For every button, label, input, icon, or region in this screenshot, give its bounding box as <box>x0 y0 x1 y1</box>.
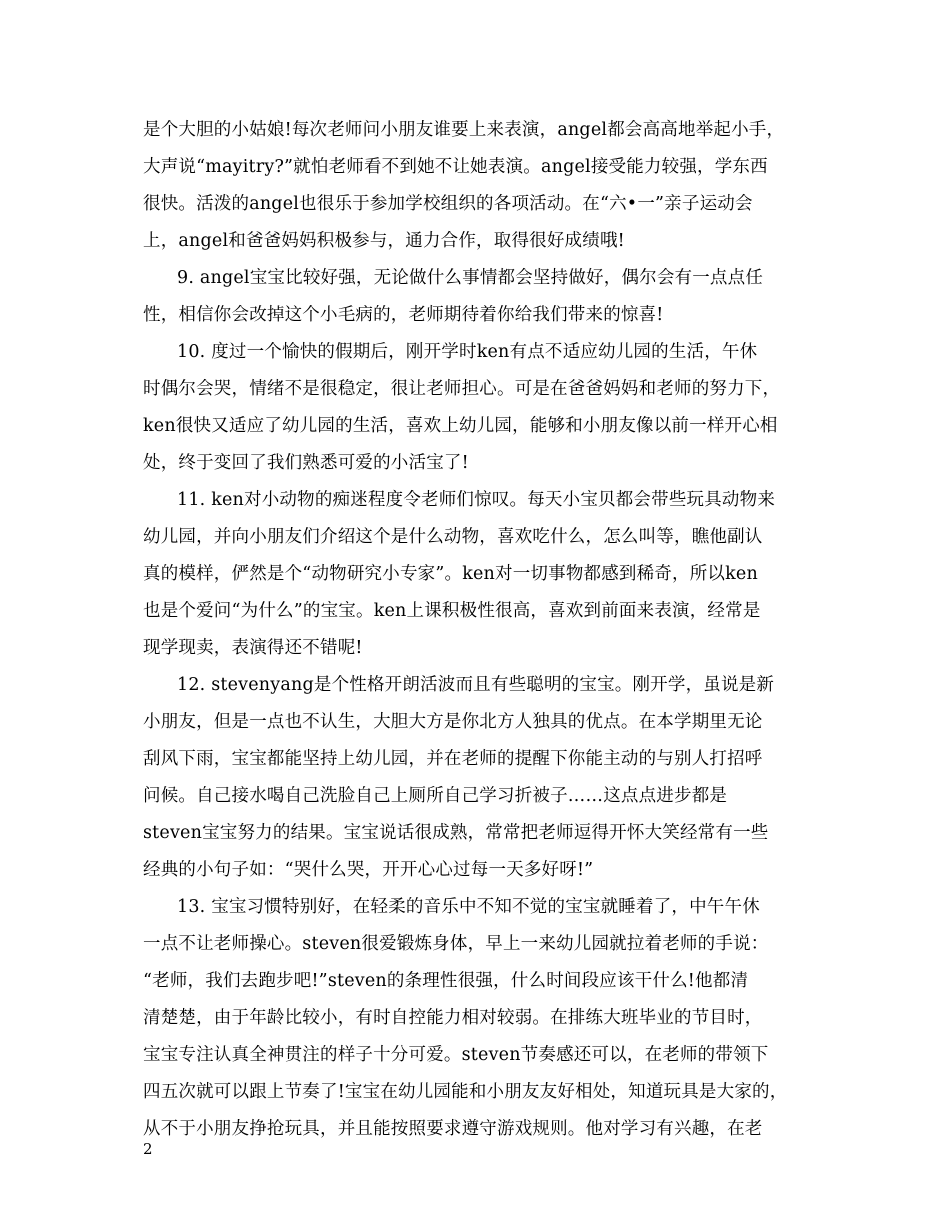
text-line: 宝宝专注认真全神贯注的样子十分可爱。steven节奏感还可以，在老师的带领下 <box>143 1045 769 1065</box>
paragraph-10-start: 10. 度过一个愉快的假期后，刚开学时ken有点不适应幼儿园的生活，午休 <box>177 342 758 362</box>
text-line: 大声说“mayitry?”就怕老师看不到她不让她表演。angel接受能力较强，学东西 <box>143 157 768 177</box>
text-line: 处，终于变回了我们熟悉可爱的小活宝了! <box>143 453 469 473</box>
text-line: 也是个爱问“为什么”的宝宝。ken上课积极性很高，喜欢到前面来表演，经常是 <box>143 601 761 621</box>
text-line: 清楚楚，由于年龄比较小，有时自控能力相对较弱。在排练大班毕业的节目时， <box>143 1008 763 1028</box>
text-line: 一点不让老师操心。steven很爱锻炼身体，早上一来幼儿园就拉着老师的手说： <box>143 934 769 954</box>
text-line: 真的模样，俨然是个“动物研究小专家”。ken对一切事物都感到稀奇，所以ken <box>143 564 758 584</box>
text-line: 很快。活泼的angel也很乐于参加学校组织的各项活动。在“六•一”亲子运动会 <box>143 194 753 214</box>
text-line: 小朋友，但是一点也不认生，大胆大方是你北方人独具的优点。在本学期里无论 <box>143 712 763 732</box>
paragraph-13-start: 13. 宝宝习惯特别好，在轻柔的音乐中不知不觉的宝宝就睡着了，中午午休 <box>177 897 760 917</box>
paragraph-11-start: 11. ken对小动物的痴迷程度令老师们惊叹。每天小宝贝都会带些玩具动物来 <box>177 490 776 510</box>
text-line: “老师，我们去跑步吧!”steven的条理性很强，什么时间段应该干什么!他都清 <box>143 971 749 991</box>
text-line: 经典的小句子如：“哭什么哭，开开心心过每一天多好呀!” <box>143 860 594 880</box>
text-line: ken很快又适应了幼儿园的生活，喜欢上幼儿园，能够和小朋友像以前一样开心相 <box>143 416 778 436</box>
text-line: 四五次就可以跟上节奏了!宝宝在幼儿园能和小朋友友好相处，知道玩具是大家的， <box>143 1082 788 1102</box>
text-line: 是个大胆的小姑娘!每次老师问小朋友谁要上来表演，angel都会高高地举起小手， <box>143 120 785 140</box>
text-line: 从不于小朋友挣抢玩具，并且能按照要求遵守游戏规则。他对学习有兴趣，在老 <box>143 1119 763 1139</box>
text-line: 时偶尔会哭，情绪不是很稳定，很让老师担心。可是在爸爸妈妈和老师的努力下， <box>143 379 781 399</box>
paragraph-9-start: 9. angel宝宝比较好强，无论做什么事情都会坚持做好，偶尔会有一点点任 <box>177 268 764 288</box>
text-line: 现学现卖，表演得还不错呢! <box>143 638 363 658</box>
text-line: 刮风下雨，宝宝都能坚持上幼儿园，并在老师的提醒下你能主动的与别人打招呼 <box>143 749 763 769</box>
text-line: 上，angel和爸爸妈妈积极参与，通力合作，取得很好成绩哦! <box>143 231 625 251</box>
text-line: steven宝宝努力的结果。宝宝说话很成熟，常常把老师逗得开怀大笑经常有一些 <box>143 823 769 843</box>
text-line: 幼儿园，并向小朋友们介绍这个是什么动物，喜欢吃什么，怎么叫等，瞧他副认 <box>143 527 763 547</box>
text-line: 性，相信你会改掉这个小毛病的，老师期待着你给我们带来的惊喜! <box>143 305 664 325</box>
paragraph-12-start: 12. stevenyang是个性格开朗活波而且有些聪明的宝宝。刚开学，虽说是新 <box>177 675 775 695</box>
page-number: 2 <box>143 1140 153 1158</box>
text-line: 问候。自己接水喝自己洗脸自己上厕所自己学习折被子……这点点进步都是 <box>143 786 728 806</box>
